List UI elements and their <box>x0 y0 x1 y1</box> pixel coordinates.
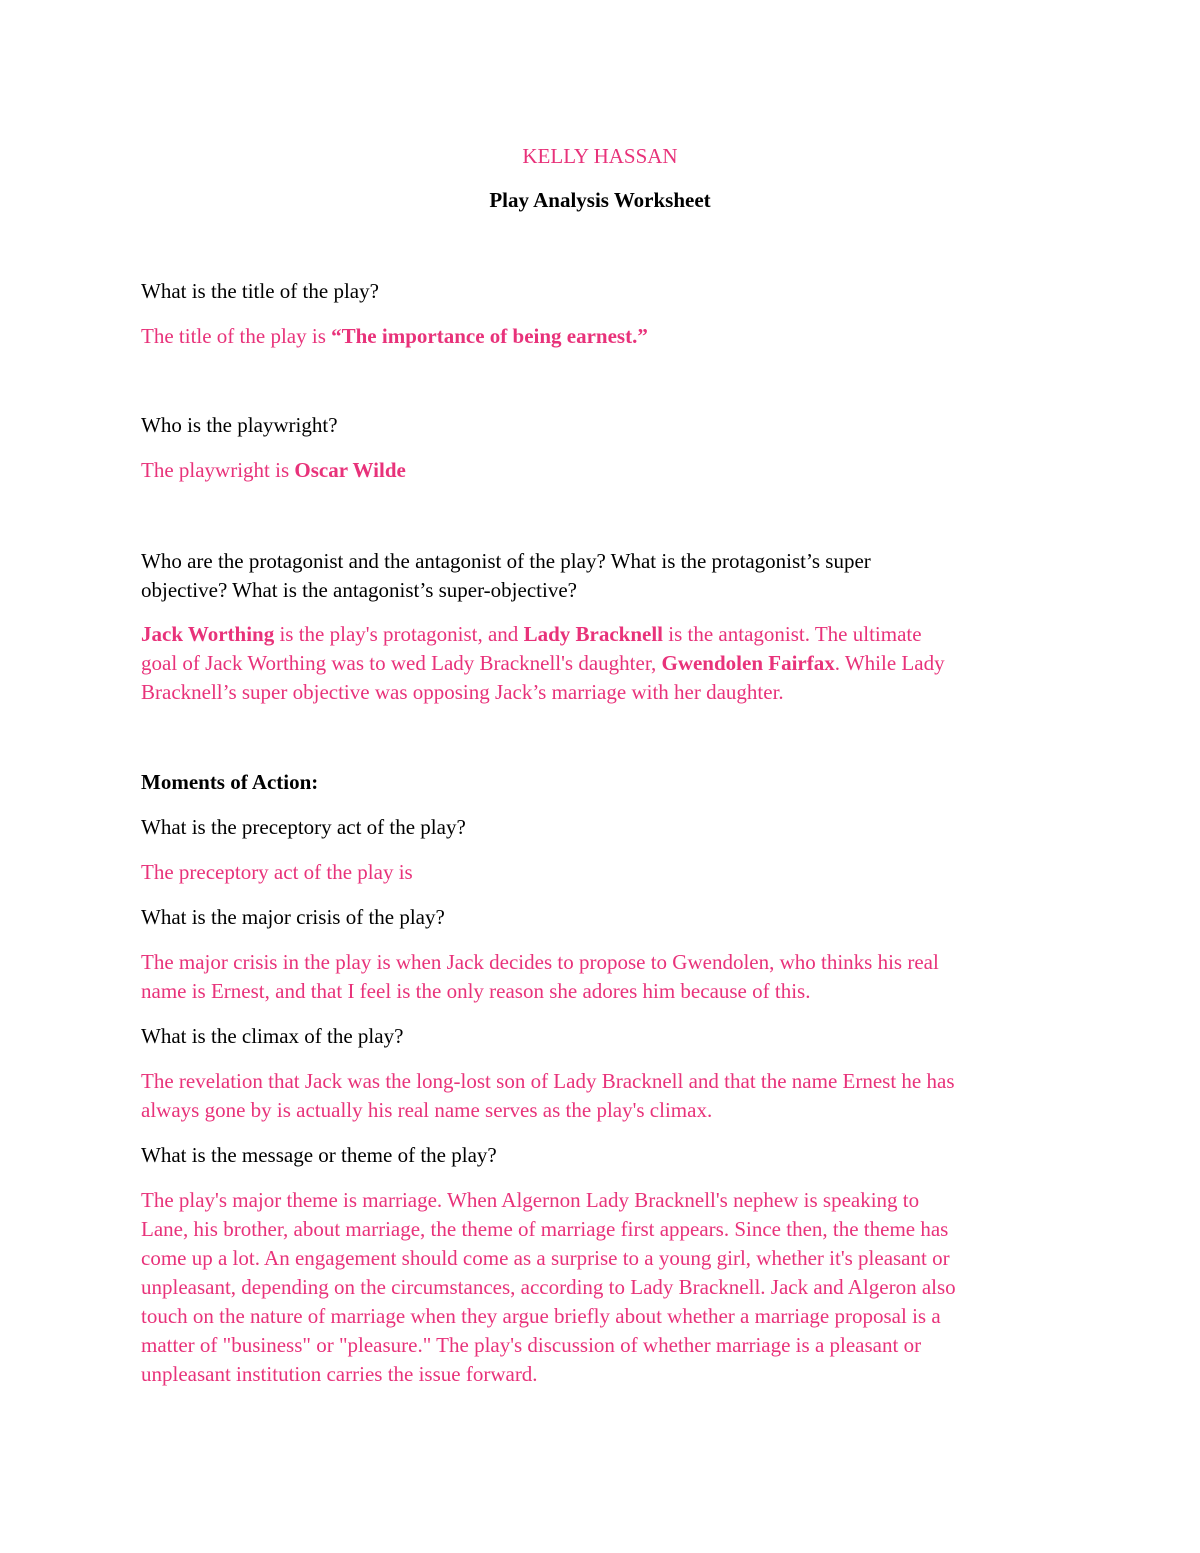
answer-title-play-name: “The importance of being earnest.” <box>331 324 648 348</box>
answer-title-prefix: The title of the play is <box>141 324 332 348</box>
answer-climax-line1: The revelation that Jack was the long-lost son of Lady Bracknell and that the name Ernest he has <box>141 1069 955 1093</box>
question-playwright: Who is the playwright? <box>141 413 338 437</box>
answer-theme-line: touch on the nature of marriage when they argue briefly about whether a marriage proposal is a <box>141 1304 941 1328</box>
question-preceptory: What is the preceptory act of the play? <box>141 815 466 839</box>
answer-playwright-prefix: The playwright is <box>141 458 295 482</box>
antagonist-name: Lady Bracknell <box>523 622 663 646</box>
answer-characters-line2 <box>141 649 1071 678</box>
answer-theme-line: matter of "business" or "pleasure." The play's discussion of whether marriage is a pleasant or <box>141 1333 922 1357</box>
answer-theme-line: unpleasant institution carries the issue forward. <box>141 1362 538 1386</box>
question-crisis: What is the major crisis of the play? <box>141 905 445 929</box>
answer-theme-line: The play's major theme is marriage. When Algernon Lady Bracknell's nephew is speaking to <box>141 1188 920 1212</box>
moments-heading: Moments of Action: <box>141 770 319 794</box>
daughter-name: Gwendolen Fairfax <box>661 651 835 675</box>
answer-theme-line: Lane, his brother, about marriage, the theme of marriage first appears. Since then, the theme has <box>141 1217 949 1241</box>
answer-characters-text3: goal of Jack Worthing was to wed Lady Bracknell's daughter, <box>141 651 662 675</box>
answer-climax-line2: always gone by is actually his real name serves as the play's climax. <box>141 1098 713 1122</box>
answer-playwright <box>141 456 1071 485</box>
answer-characters-line3: Bracknell’s super objective was opposing Jack’s marriage with her daughter. <box>141 680 784 704</box>
question-characters-line1: Who are the protagonist and the antagonist of the play? What is the protagonist’s super <box>141 549 871 573</box>
answer-crisis-line1: The major crisis in the play is when Jack decides to propose to Gwendolen, who thinks his real <box>141 950 939 974</box>
protagonist-name: Jack Worthing <box>141 622 275 646</box>
answer-theme-line: come up a lot. An engagement should come as a surprise to a young girl, whether it's pleasant or <box>141 1246 950 1270</box>
answer-title <box>141 322 1071 351</box>
answer-characters-line1 <box>141 620 1071 649</box>
question-characters-line2: objective? What is the antagonist’s super-objective? <box>141 578 577 602</box>
question-climax: What is the climax of the play? <box>141 1024 404 1048</box>
worksheet-title: Play Analysis Worksheet <box>489 188 711 212</box>
answer-characters-text2: is the antagonist. The ultimate <box>663 622 922 646</box>
question-title: What is the title of the play? <box>141 279 379 303</box>
answer-characters-text4: . While Lady <box>834 651 945 675</box>
answer-theme-line: unpleasant, depending on the circumstances, according to Lady Bracknell. Jack and Algeron also <box>141 1275 956 1299</box>
author-name: KELLY HASSAN <box>522 144 678 168</box>
answer-crisis-line2: name is Ernest, and that I feel is the only reason she adores him because of this. <box>141 979 811 1003</box>
answer-preceptory: The preceptory act of the play is <box>141 860 413 884</box>
answer-playwright-name: Oscar Wilde <box>294 458 406 482</box>
question-theme: What is the message or theme of the play? <box>141 1143 497 1167</box>
answer-characters-text1: is the play's protagonist, and <box>274 622 524 646</box>
